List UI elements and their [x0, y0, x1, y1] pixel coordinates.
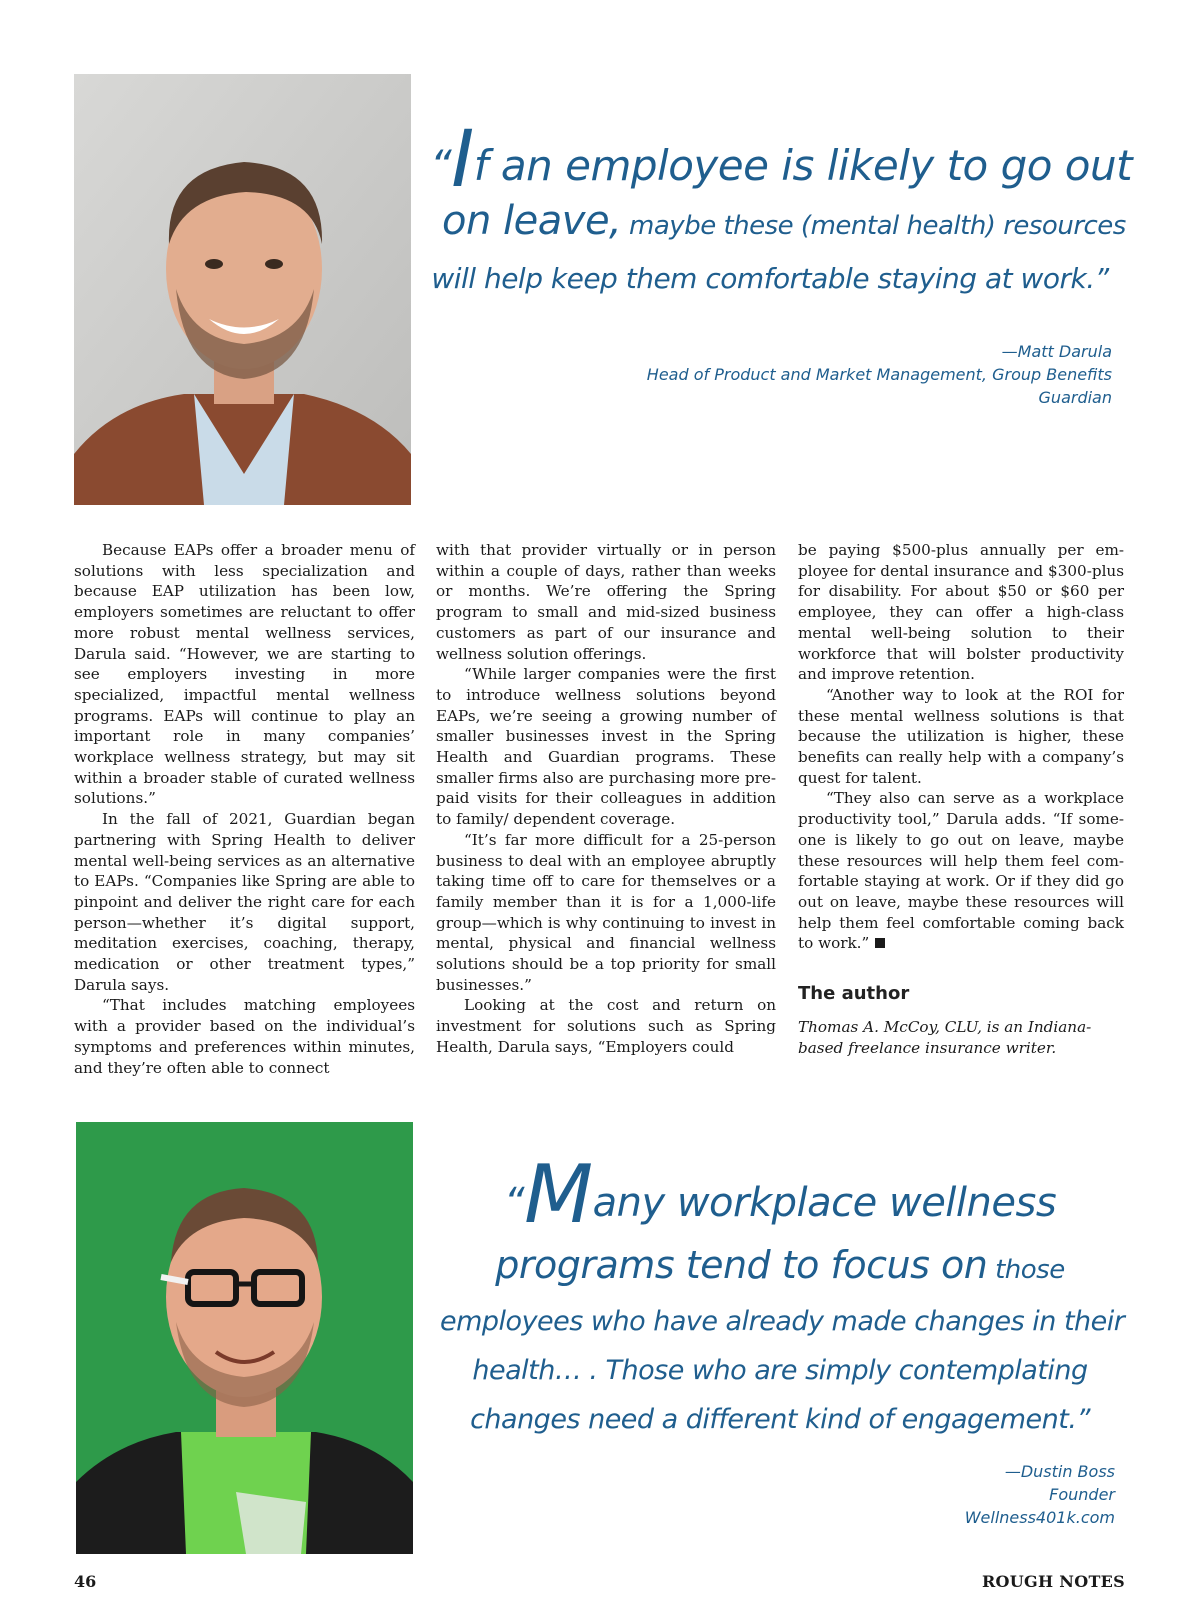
- paragraph: “It’s far more difficult for a 25-person business to deal with an employee abruptly taking time off to care for themselves or a family member than it is for a 1,000-life group—which is why continuing to invest in mental, physical and financial wellness solutions should be a top priority for small businesses.”: [436, 830, 776, 994]
- quote-line: any workplace wellness: [592, 1180, 1057, 1226]
- article-column-2: [436, 540, 776, 1058]
- dustin-boss-portrait: [76, 1122, 413, 1554]
- paragraph: “While larger companies were the first to introduce wellness solutions beyond EAPs, we’re seeing a growing number of smaller businesses invest in the Spring Health and Guardian programs. These smaller firms also are purchasing more pre-paid visits for their colleagues in addition to family/ dependent coverage.: [436, 665, 776, 829]
- quote-line: f an employee is likely to go out: [473, 141, 1133, 190]
- magazine-name: ROUGH NOTES: [981, 1572, 1125, 1591]
- author-bio: Thomas A. McCoy, CLU, is an Indiana-based freelance insurance writer.: [798, 1018, 1092, 1057]
- quote-line: will help keep them comfortable staying at work.”: [431, 262, 1109, 295]
- quote-open-mark: “: [503, 1180, 525, 1226]
- paragraph: Because EAPs offer a broader menu of solutions with less specialization and because EAP utilization has been low, employers sometimes are reluctant to offer more robust mental wellness services, Darula said. “However, we are starting to see employers investing in more specialized, impactful mental wellness programs. EAPs will continue to play an important role in many companies’ workplace wellness strategy, but may sit within a broader stable of curated wellness solutions.”: [74, 541, 415, 808]
- quote-line: health… . Those who are simply contemplating: [472, 1355, 1088, 1386]
- article-column-3: [798, 540, 1124, 954]
- author-heading: The author: [798, 983, 910, 1004]
- paragraph-text: “They also can serve as a workplace productivity tool,” Darula adds. “If someone is likely to go out on leave, maybe these resources will help them feel comfortable staying at work. Or if they did go out on leave, maybe these resources will help them feel comfortable coming back to work.”: [798, 789, 1124, 953]
- article-column-1: [74, 540, 415, 1078]
- drop-cap: I: [451, 115, 474, 205]
- drop-cap: M: [524, 1148, 593, 1241]
- quote-line: employees who have already made changes in their: [440, 1306, 1125, 1337]
- pull-quote-darula: [430, 115, 1133, 307]
- attribution-darula: [512, 340, 1112, 409]
- paragraph: [798, 788, 1124, 954]
- paragraph: “Another way to look at the ROI for these mental wellness solutions is that because the utilization is higher, these benefits can really help with a company’s quest for talent.: [798, 685, 1124, 787]
- paragraph: “That includes matching employees with a provider based on the individual’s symptoms and preferences within minutes, and they’re often able to connect: [74, 996, 415, 1077]
- attribution-boss: [715, 1460, 1115, 1529]
- attribution-name: —Matt Darula: [1001, 342, 1112, 361]
- paragraph: with that provider virtually or in person within a couple of days, rather than weeks or months. We’re offering the Spring program to small and mid-sized business customers as part of our insurance and wellness solution offerings.: [436, 541, 776, 663]
- quote-line: changes need a different kind of engagement.”: [470, 1404, 1090, 1435]
- quote-open-mark: “: [430, 141, 452, 190]
- quote-line: maybe these (mental health) resources: [621, 211, 1126, 241]
- attribution-name: —Dustin Boss: [1004, 1462, 1115, 1481]
- quote-line: those: [987, 1255, 1065, 1285]
- paragraph: be paying $500-plus annually per employee for dental insurance and $300-plus for disability. For about $50 or $60 per employee, they can offer a high-class mental well-being solution to their workforce that will bolster productivity and improve retention.: [798, 541, 1124, 684]
- attribution-title: Founder: [1049, 1485, 1115, 1504]
- paragraph: In the fall of 2021, Guardian began partnering with Spring Health to deliver mental well-being services as an alternative to EAPs. “Companies like Spring are able to pinpoint and deliver the right care for each person—whether it’s digital support, meditation exercises, coaching, therapy, medication or other treatment types,” Darula says.: [74, 810, 415, 994]
- page-number: 46: [74, 1572, 97, 1591]
- end-mark-icon: [875, 938, 885, 948]
- quote-emphasis: on leave,: [442, 198, 622, 244]
- matt-darula-portrait: [74, 74, 411, 505]
- attribution-title: Head of Product and Market Management, Group Benefits: [646, 365, 1112, 384]
- attribution-company: Guardian: [1038, 388, 1112, 407]
- paragraph: Looking at the cost and return on investment for solutions such as Spring Health, Darula says, “Employers could: [436, 996, 776, 1056]
- pull-quote-boss: [440, 1148, 1125, 1444]
- quote-emphasis: programs tend to focus on: [495, 1243, 988, 1287]
- attribution-company: Wellness401k.com: [964, 1508, 1115, 1527]
